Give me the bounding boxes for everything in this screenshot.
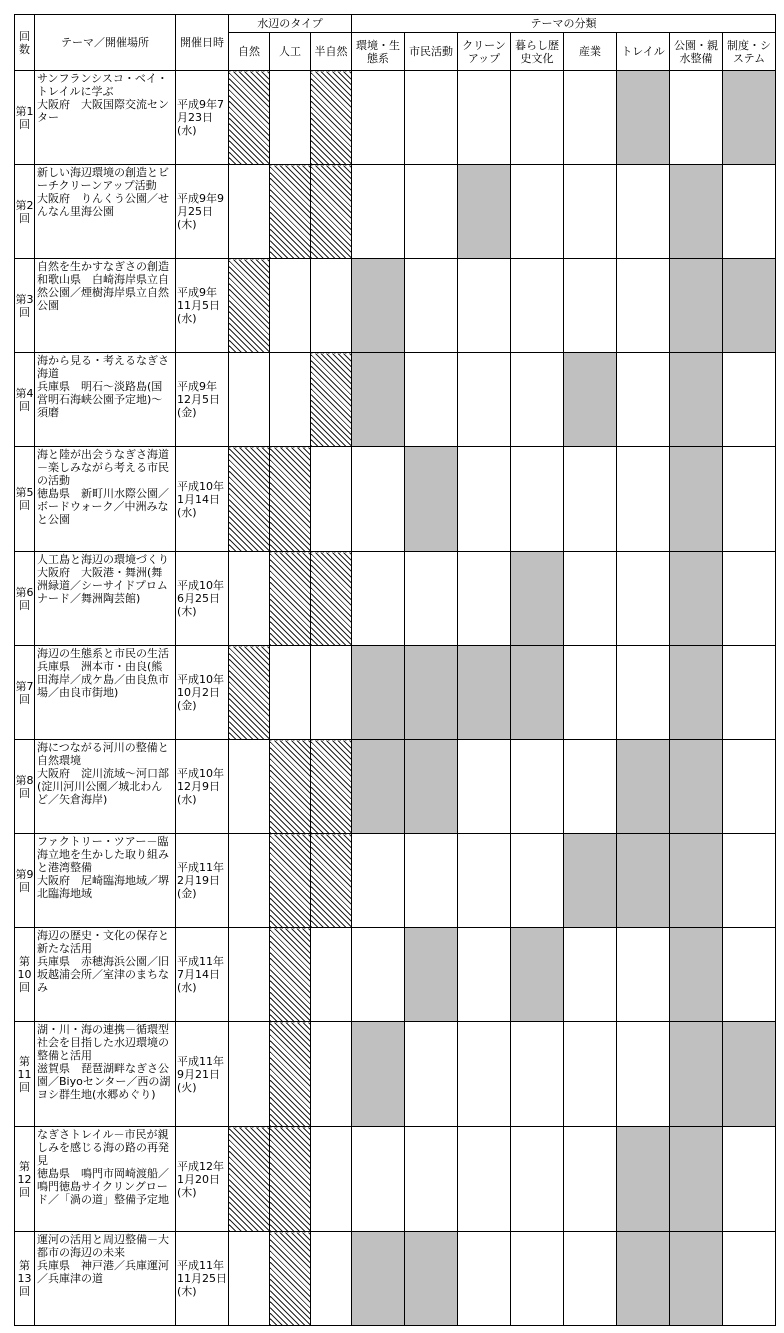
category-cell-6 xyxy=(670,928,723,1022)
category-cell-5 xyxy=(617,447,670,552)
category-cell-3 xyxy=(511,646,564,740)
category-cell-3 xyxy=(511,353,564,447)
water-type-cell-0 xyxy=(229,740,270,834)
table-row xyxy=(15,1232,776,1326)
row-date: 平成11年9月21日(火) xyxy=(176,1022,229,1127)
water-type-cell-0 xyxy=(229,834,270,928)
row-number: 第9回 xyxy=(15,834,35,928)
category-cell-1 xyxy=(405,71,458,165)
row-theme-place xyxy=(35,740,176,834)
category-cell-2 xyxy=(458,1127,511,1232)
col-header-category-7: 制度・システム xyxy=(723,33,776,71)
category-cell-5 xyxy=(617,928,670,1022)
category-cell-6 xyxy=(670,834,723,928)
category-cell-5 xyxy=(617,552,670,646)
table-row xyxy=(15,165,776,259)
water-type-cell-0 xyxy=(229,646,270,740)
water-type-cell-1 xyxy=(270,447,311,552)
table-row xyxy=(15,1127,776,1232)
row-number: 第6回 xyxy=(15,552,35,646)
category-cell-5 xyxy=(617,1127,670,1232)
category-cell-6 xyxy=(670,552,723,646)
col-header-water-0: 自然 xyxy=(229,33,270,71)
category-cell-3 xyxy=(511,1232,564,1326)
col-header-category-1: 市民活動 xyxy=(405,33,458,71)
row-place: 滋賀県 琵琶湖畔なぎさ公園／Biyoセンター／西の湖ヨシ群生地(水郷めぐり) xyxy=(37,1062,171,1101)
category-cell-1 xyxy=(405,165,458,259)
water-type-cell-1 xyxy=(270,71,311,165)
row-number: 第13回 xyxy=(15,1232,35,1326)
row-place: 兵庫県 赤穂海浜公園／旧坂越浦会所／室津のまちなみ xyxy=(37,955,169,994)
category-cell-6 xyxy=(670,740,723,834)
col-header-theme: テーマ／開催場所 xyxy=(35,15,176,71)
category-cell-1 xyxy=(405,646,458,740)
row-number: 第7回 xyxy=(15,646,35,740)
category-cell-5 xyxy=(617,259,670,353)
category-cell-6 xyxy=(670,646,723,740)
row-place: 大阪府 大阪国際交流センター xyxy=(37,98,169,124)
category-cell-0 xyxy=(352,447,405,552)
row-number: 第3回 xyxy=(15,259,35,353)
row-theme-place xyxy=(35,928,176,1022)
row-theme: 運河の活用と周辺整備－大都市の海辺の未来 xyxy=(37,1233,169,1259)
row-number: 第10回 xyxy=(15,928,35,1022)
category-cell-3 xyxy=(511,447,564,552)
row-theme: 海と陸が出会うなぎさ海道－楽しみながら考える市民の活動 xyxy=(37,448,169,487)
water-type-cell-0 xyxy=(229,552,270,646)
category-cell-1 xyxy=(405,1127,458,1232)
category-cell-7 xyxy=(723,928,776,1022)
table-row xyxy=(15,71,776,165)
row-theme-place xyxy=(35,447,176,552)
category-cell-6 xyxy=(670,1022,723,1127)
category-cell-2 xyxy=(458,740,511,834)
col-header-category-2: クリーンアップ xyxy=(458,33,511,71)
col-header-date: 開催日時 xyxy=(176,15,229,71)
category-cell-0 xyxy=(352,259,405,353)
water-type-cell-2 xyxy=(311,1232,352,1326)
row-number: 第12回 xyxy=(15,1127,35,1232)
category-cell-0 xyxy=(352,71,405,165)
category-cell-7 xyxy=(723,1022,776,1127)
category-cell-6 xyxy=(670,353,723,447)
category-cell-5 xyxy=(617,71,670,165)
category-cell-7 xyxy=(723,1127,776,1232)
row-theme: なぎさトレイル－市民が親しみを感じる海の路の再発見 xyxy=(37,1128,169,1167)
water-type-cell-0 xyxy=(229,1127,270,1232)
water-type-cell-2 xyxy=(311,259,352,353)
category-cell-4 xyxy=(564,259,617,353)
category-cell-7 xyxy=(723,353,776,447)
water-type-cell-1 xyxy=(270,259,311,353)
water-type-cell-1 xyxy=(270,353,311,447)
category-cell-4 xyxy=(564,447,617,552)
category-cell-3 xyxy=(511,740,564,834)
water-type-cell-2 xyxy=(311,834,352,928)
row-theme-place xyxy=(35,1232,176,1326)
water-type-cell-2 xyxy=(311,646,352,740)
category-cell-6 xyxy=(670,1127,723,1232)
category-cell-7 xyxy=(723,71,776,165)
table-row xyxy=(15,834,776,928)
table-row xyxy=(15,552,776,646)
water-type-cell-1 xyxy=(270,1232,311,1326)
row-date: 平成11年11月25日(木) xyxy=(176,1232,229,1326)
table-row xyxy=(15,740,776,834)
category-cell-0 xyxy=(352,646,405,740)
row-theme-place xyxy=(35,834,176,928)
col-header-category-0: 環境・生態系 xyxy=(352,33,405,71)
water-type-cell-2 xyxy=(311,353,352,447)
water-type-cell-0 xyxy=(229,1022,270,1127)
col-header-category-5: トレイル xyxy=(617,33,670,71)
row-theme: 海辺の生態系と市民の生活 xyxy=(37,647,169,660)
water-type-cell-1 xyxy=(270,740,311,834)
row-date: 平成9年11月5日(水) xyxy=(176,259,229,353)
water-type-cell-0 xyxy=(229,353,270,447)
category-cell-3 xyxy=(511,165,564,259)
category-cell-3 xyxy=(511,259,564,353)
col-header-category-6: 公園・親水整備 xyxy=(670,33,723,71)
water-type-cell-2 xyxy=(311,71,352,165)
table-row xyxy=(15,353,776,447)
category-cell-1 xyxy=(405,1232,458,1326)
row-theme-place xyxy=(35,165,176,259)
water-type-cell-2 xyxy=(311,165,352,259)
event-table xyxy=(14,14,776,1326)
row-place: 和歌山県 白崎海岸県立自然公園／煙樹海岸県立自然公園 xyxy=(37,273,169,312)
row-theme: 湖・川・海の連携－循環型社会を目指した水辺環境の整備と活用 xyxy=(37,1023,169,1062)
category-cell-7 xyxy=(723,259,776,353)
row-place: 大阪府 大阪港・舞洲(舞洲緑道／シーサイドプロムナード／舞洲陶芸館) xyxy=(37,566,168,605)
category-cell-7 xyxy=(723,447,776,552)
category-cell-1 xyxy=(405,259,458,353)
category-cell-0 xyxy=(352,1232,405,1326)
row-theme: サンフランシスコ・ベイ・トレイルに学ぶ xyxy=(37,72,168,98)
row-number: 第11回 xyxy=(15,1022,35,1127)
category-cell-5 xyxy=(617,740,670,834)
category-cell-1 xyxy=(405,353,458,447)
category-cell-4 xyxy=(564,552,617,646)
water-type-cell-1 xyxy=(270,834,311,928)
category-cell-7 xyxy=(723,552,776,646)
category-cell-0 xyxy=(352,552,405,646)
row-place: 兵庫県 明石～淡路島(国営明石海峡公園予定地)～須磨 xyxy=(37,380,163,419)
category-cell-5 xyxy=(617,1232,670,1326)
group-header-water-type: 水辺のタイプ xyxy=(229,15,352,33)
water-type-cell-1 xyxy=(270,165,311,259)
category-cell-4 xyxy=(564,1127,617,1232)
table-row xyxy=(15,1022,776,1127)
row-theme: 新しい海辺環境の創造とビーチクリーンアップ活動 xyxy=(37,166,169,192)
category-cell-4 xyxy=(564,165,617,259)
row-theme-place xyxy=(35,259,176,353)
category-cell-4 xyxy=(564,353,617,447)
row-date: 平成9年12月5日(金) xyxy=(176,353,229,447)
category-cell-2 xyxy=(458,552,511,646)
table-row xyxy=(15,646,776,740)
water-type-cell-2 xyxy=(311,447,352,552)
col-header-num: 回数 xyxy=(15,15,35,71)
water-type-cell-1 xyxy=(270,552,311,646)
table-body xyxy=(15,71,776,1326)
category-cell-2 xyxy=(458,1232,511,1326)
row-theme: 海辺の歴史・文化の保存と新たな活用 xyxy=(37,929,169,955)
row-date: 平成11年7月14日(水) xyxy=(176,928,229,1022)
row-date: 平成12年1月20日(木) xyxy=(176,1127,229,1232)
col-header-category-3: 暮らし歴史文化 xyxy=(511,33,564,71)
category-cell-5 xyxy=(617,646,670,740)
category-cell-6 xyxy=(670,259,723,353)
category-cell-4 xyxy=(564,646,617,740)
row-place: 兵庫県 洲本市・由良(熊田海岸／成ケ島／由良魚市場／由良市街地) xyxy=(37,660,169,699)
category-cell-6 xyxy=(670,447,723,552)
category-cell-5 xyxy=(617,1022,670,1127)
category-cell-5 xyxy=(617,834,670,928)
category-cell-5 xyxy=(617,165,670,259)
row-theme-place xyxy=(35,353,176,447)
category-cell-1 xyxy=(405,740,458,834)
category-cell-0 xyxy=(352,928,405,1022)
category-cell-3 xyxy=(511,71,564,165)
category-cell-3 xyxy=(511,928,564,1022)
row-place: 大阪府 淀川流域～河口部(淀川河川公園／城北わんど／矢倉海岸) xyxy=(37,767,169,806)
row-theme: ファクトリー・ツアー－臨海立地を生かした取り組みと港湾整備 xyxy=(37,835,169,874)
category-cell-0 xyxy=(352,740,405,834)
row-place: 兵庫県 神戸港／兵庫運河／兵庫津の道 xyxy=(37,1259,169,1285)
water-type-cell-2 xyxy=(311,740,352,834)
table-row xyxy=(15,259,776,353)
water-type-cell-0 xyxy=(229,259,270,353)
row-theme: 自然を生かすなぎさの創造 xyxy=(37,260,169,273)
category-cell-0 xyxy=(352,1022,405,1127)
col-header-water-2: 半自然 xyxy=(311,33,352,71)
row-place: 徳島県 鳴門市岡崎渡船／鳴門徳島サイクリングロード／「渦の道」整備予定地 xyxy=(37,1167,169,1206)
category-cell-1 xyxy=(405,834,458,928)
category-cell-0 xyxy=(352,1127,405,1232)
row-number: 第4回 xyxy=(15,353,35,447)
row-date: 平成10年10月2日(金) xyxy=(176,646,229,740)
row-date: 平成9年7月23日(水) xyxy=(176,71,229,165)
water-type-cell-2 xyxy=(311,928,352,1022)
category-cell-2 xyxy=(458,353,511,447)
row-number: 第2回 xyxy=(15,165,35,259)
category-cell-6 xyxy=(670,71,723,165)
category-cell-1 xyxy=(405,928,458,1022)
water-type-cell-1 xyxy=(270,1127,311,1232)
category-cell-3 xyxy=(511,552,564,646)
table-row xyxy=(15,928,776,1022)
category-cell-1 xyxy=(405,552,458,646)
water-type-cell-0 xyxy=(229,447,270,552)
category-cell-2 xyxy=(458,1022,511,1127)
col-header-water-1: 人工 xyxy=(270,33,311,71)
category-cell-7 xyxy=(723,740,776,834)
category-cell-2 xyxy=(458,165,511,259)
row-number: 第1回 xyxy=(15,71,35,165)
category-cell-2 xyxy=(458,646,511,740)
category-cell-0 xyxy=(352,165,405,259)
category-cell-3 xyxy=(511,1022,564,1127)
water-type-cell-0 xyxy=(229,71,270,165)
row-number: 第8回 xyxy=(15,740,35,834)
row-theme-place xyxy=(35,1127,176,1232)
category-cell-4 xyxy=(564,1022,617,1127)
water-type-cell-1 xyxy=(270,1022,311,1127)
row-date: 平成11年2月19日(金) xyxy=(176,834,229,928)
category-cell-1 xyxy=(405,447,458,552)
category-cell-2 xyxy=(458,928,511,1022)
table-row xyxy=(15,447,776,552)
row-number: 第5回 xyxy=(15,447,35,552)
water-type-cell-2 xyxy=(311,1022,352,1127)
row-theme: 海から見る・考えるなぎさ海道 xyxy=(37,354,169,380)
category-cell-4 xyxy=(564,71,617,165)
row-theme: 人工島と海辺の環境づくり xyxy=(37,553,169,566)
water-type-cell-0 xyxy=(229,165,270,259)
water-type-cell-1 xyxy=(270,928,311,1022)
category-cell-7 xyxy=(723,646,776,740)
row-theme-place xyxy=(35,552,176,646)
col-header-category-4: 産業 xyxy=(564,33,617,71)
category-cell-0 xyxy=(352,834,405,928)
row-date: 平成10年6月25日(木) xyxy=(176,552,229,646)
row-place: 大阪府 尼崎臨海地域／堺北臨海地域 xyxy=(37,874,169,900)
category-cell-2 xyxy=(458,447,511,552)
category-cell-1 xyxy=(405,1022,458,1127)
water-type-cell-1 xyxy=(270,646,311,740)
category-cell-4 xyxy=(564,1232,617,1326)
group-header-theme-category: テーマの分類 xyxy=(352,15,776,33)
category-cell-4 xyxy=(564,740,617,834)
category-cell-2 xyxy=(458,834,511,928)
row-place: 徳島県 新町川水際公園／ボードウォーク／中洲みなと公園 xyxy=(37,487,169,526)
row-theme: 海につながる河川の整備と自然環境 xyxy=(37,741,169,767)
water-type-cell-0 xyxy=(229,1232,270,1326)
water-type-cell-2 xyxy=(311,1127,352,1232)
category-cell-3 xyxy=(511,834,564,928)
category-cell-4 xyxy=(564,928,617,1022)
category-cell-0 xyxy=(352,353,405,447)
row-place: 大阪府 りんくう公園／せんなん里海公園 xyxy=(37,192,169,218)
category-cell-3 xyxy=(511,1127,564,1232)
category-cell-7 xyxy=(723,834,776,928)
category-cell-5 xyxy=(617,353,670,447)
category-cell-6 xyxy=(670,165,723,259)
row-theme-place xyxy=(35,646,176,740)
water-type-cell-0 xyxy=(229,928,270,1022)
water-type-cell-2 xyxy=(311,552,352,646)
row-date: 平成10年12月9日(水) xyxy=(176,740,229,834)
category-cell-4 xyxy=(564,834,617,928)
row-date: 平成10年1月14日(水) xyxy=(176,447,229,552)
category-cell-7 xyxy=(723,165,776,259)
category-cell-2 xyxy=(458,259,511,353)
row-theme-place xyxy=(35,1022,176,1127)
row-theme-place xyxy=(35,71,176,165)
category-cell-6 xyxy=(670,1232,723,1326)
category-cell-7 xyxy=(723,1232,776,1326)
category-cell-2 xyxy=(458,71,511,165)
row-date: 平成9年9月25日(木) xyxy=(176,165,229,259)
